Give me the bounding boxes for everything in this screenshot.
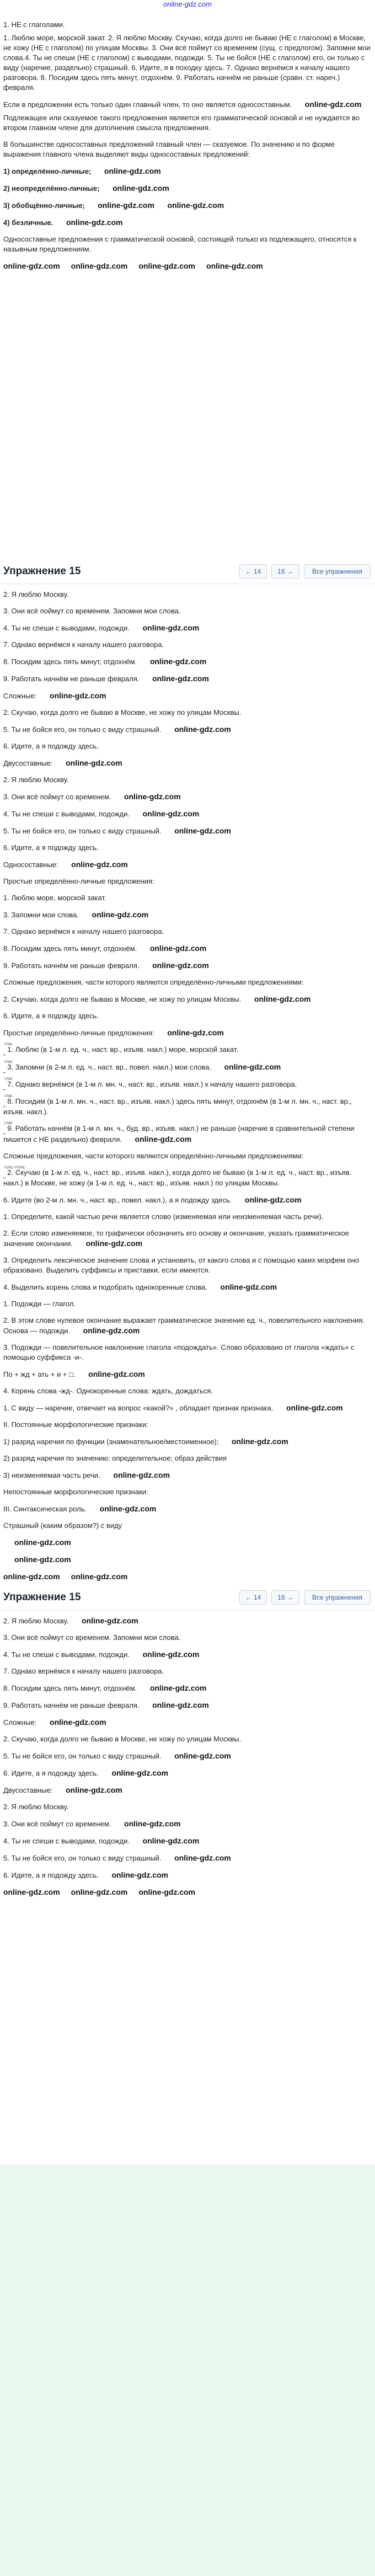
text-line: 2. Я люблю Москву. bbox=[3, 1803, 69, 1811]
exercise-header bbox=[0, 559, 375, 584]
watermark: online-gdz.com bbox=[135, 1135, 192, 1143]
watermark: online-gdz.com bbox=[224, 1062, 281, 1071]
watermark: online-gdz.com bbox=[142, 809, 200, 818]
watermark: online-gdz.com bbox=[82, 1616, 138, 1625]
watermark: online-gdz.com bbox=[85, 1239, 143, 1248]
text-line: сущ.+сущ. 2. Скучаю (в 1-м л. ед. ч., наст. вр., изъяв. накл.), когда долго не бываю (в 1-м л. ед. ч., наст. вр., изъяв. накл.) в Москве, не хожу (в 1-м л. ед. ч., наст. вр., изъяв. накл.) по улицам Москвы. bbox=[3, 1164, 352, 1187]
text-line: 1. НЕ с глаголами. bbox=[3, 20, 65, 29]
text-line bbox=[3, 1537, 371, 1548]
text-line: 3) неизменяемая часть речи. online-gdz.com bbox=[3, 1471, 170, 1479]
watermark: online-gdz.com bbox=[66, 758, 122, 767]
text-line: глаг. 9. Работать начнём (в 1-м л. мн. ч., буд. вр., изъяв. накл.) не раньше (наречие в сравнительной степени пишется с НЕ раздельно) февраля. online-gdz.com bbox=[3, 1120, 355, 1143]
watermark: online-gdz.com bbox=[174, 725, 231, 734]
text-line: Сложные предложения, части которого являются определённо-личными предложениями: bbox=[3, 978, 304, 986]
text-line: 7. Однако вернёмся к началу нашего разговора. bbox=[3, 927, 164, 936]
watermark: online-gdz.com bbox=[71, 860, 128, 869]
watermark: online-gdz.com bbox=[149, 657, 207, 666]
text-line: 4. Ты не спеши с выводами, подожди. online-gdz.com bbox=[3, 1836, 200, 1845]
text-line: 2. Я люблю Москву. bbox=[3, 776, 69, 784]
text-line: 8. Посидим здесь пять минут, отдохнём. online-gdz.com bbox=[3, 657, 207, 666]
text-line: 2. Я люблю Москву. online-gdz.com bbox=[3, 1616, 138, 1625]
exercise-nav bbox=[239, 1590, 371, 1605]
text-line: 3. Они всё поймут со временем. Запомни мои слова. bbox=[3, 1633, 181, 1642]
text-line: Простые определённо-личные предложения: bbox=[3, 877, 154, 885]
watermark: online-gdz.com bbox=[49, 1718, 106, 1727]
watermark: online-gdz.com bbox=[66, 1786, 122, 1794]
top-watermark: online-gdz.com bbox=[163, 0, 212, 8]
watermark: online-gdz.com bbox=[124, 1819, 181, 1828]
text-line: 2. Скучаю, когда долго не бываю в Москве, не хожу по улицам Москвы. bbox=[3, 1735, 242, 1743]
watermark: online-gdz.com bbox=[71, 1572, 128, 1581]
text-line: 6. Идите, а я подожду здесь. bbox=[3, 843, 99, 852]
watermark: online-gdz.com bbox=[244, 1195, 302, 1204]
watermark: online-gdz.com bbox=[152, 674, 209, 683]
watermark: online-gdz.com bbox=[304, 100, 362, 109]
watermark: online-gdz.com bbox=[220, 1282, 277, 1291]
watermark: online-gdz.com bbox=[14, 1555, 71, 1564]
text-line: 2) разряд наречия по значению: определительное; образ действия bbox=[3, 1454, 227, 1462]
text-line: Непостоянные морфологические признаки: bbox=[3, 1488, 148, 1496]
text-line: 4. Выделить корень слова и подобрать однокоренные слова. online-gdz.com bbox=[3, 1282, 277, 1291]
watermark: online-gdz.com bbox=[49, 691, 106, 700]
text-line: 1. Люблю море, морской закат. 2. Я люблю Москву. Скучаю, когда долго не бываю (НЕ с глаголом) в Москве, не хожу (НЕ с глаголом) по улицам Москвы. 3. Они всё поймут со временем (сущ. с предлогом). Запомни мои слова.4. Ты не спеши (НЕ с глаголом) с выводами, подожди. 5. Ты не бойся (НЕ с глаголом) его, он только с виду (наречие, раздельно) страшный. 6. Идите, я в походку здесь. 7. Однако вернёмся к началу нашего разговора. 8. Посидим здесь пять минут, отдохнём. 9. Работать начнём не раньше (сравн. ст. нареч.) февраля. bbox=[3, 34, 371, 92]
text-line: 5. Ты не бойся его, он только с виду страшный. online-gdz.com bbox=[3, 725, 231, 734]
text-line: 2. Если слово изменяемое, то графически обозначить его основу и окончание, указать грамматическое значение окончания. online-gdz.com bbox=[3, 1229, 350, 1248]
text-line: 2) неопределённо-личные; online-gdz.com bbox=[3, 184, 169, 193]
text-line: 8. Посидим здесь пять минут, отдохнём. online-gdz.com bbox=[3, 1684, 207, 1692]
watermark: online-gdz.com bbox=[3, 1888, 60, 1896]
prev-exercise-button[interactable]: ← 14 bbox=[239, 1590, 267, 1605]
text-line: Сложные: online-gdz.com bbox=[3, 1718, 106, 1727]
text-line: Подлежащее или сказуемое такого предложения является его грамматической основой и не нуждается во втором главном члене для дополнения смысла предложения. bbox=[3, 114, 360, 132]
watermark: online-gdz.com bbox=[3, 1572, 60, 1581]
text-line: 2. Скучаю, когда долго не бываю в Москве, не хожу по улицам Москвы. online-gdz.com bbox=[3, 995, 311, 1003]
watermark: online-gdz.com bbox=[138, 1888, 196, 1896]
text-line: 3. Они всё поймут со временем. online-gdz.com bbox=[3, 1819, 181, 1828]
watermark: online-gdz.com bbox=[71, 261, 128, 270]
watermark: online-gdz.com bbox=[142, 623, 200, 632]
text-line: 1) определённо-личные; online-gdz.com bbox=[3, 167, 161, 175]
watermark: online-gdz.com bbox=[149, 944, 207, 953]
all-exercises-button[interactable]: Все упражнения bbox=[304, 564, 371, 579]
text-line: 4. Ты не спеши с выводами, подожди. online-gdz.com bbox=[3, 1650, 200, 1659]
exercise-title: Упражнение 15 bbox=[3, 1591, 81, 1603]
watermark: online-gdz.com bbox=[232, 1437, 288, 1446]
watermark: online-gdz.com bbox=[98, 201, 154, 210]
watermark: online-gdz.com bbox=[66, 218, 123, 227]
text-line: 2. В этом слове нулевое окончание выражает грамматическое значение ед. ч., повелительного наклонения. Основа — подожди. online-gdz.com bbox=[3, 1316, 365, 1335]
text-line: III. Синтаксическая роль. online-gdz.com bbox=[3, 1504, 157, 1513]
exercise-nav bbox=[239, 564, 371, 579]
text-line: 6. Идите, а я подожду здесь. bbox=[3, 1012, 99, 1020]
pos-annotation: глаг. bbox=[3, 1097, 6, 1107]
text-line: 7. Однако вернёмся к началу нашего разговора. bbox=[3, 640, 164, 649]
watermark: online-gdz.com bbox=[174, 1853, 231, 1862]
text-line: 5. Ты не бойся его, он только с виду страшный. online-gdz.com bbox=[3, 826, 231, 835]
text-line: глаг. 7. Однако вернёмся (в 1-м л. мн. ч., наст. вр., изъяв. накл.) к началу нашего разговора. bbox=[3, 1079, 371, 1090]
text-line: 3) обобщённо-личные; online-gdz.com online-gdz.com bbox=[3, 201, 224, 210]
text-line: 9. Работать начнём не раньше февраля. online-gdz.com bbox=[3, 674, 209, 683]
text-line: 1. Определите, какой частью речи является слово (изменяемая или неизменяемая часть речи). bbox=[3, 1212, 324, 1221]
text-line: 9. Работать начнём не раньше февраля. online-gdz.com bbox=[3, 961, 209, 970]
watermark: online-gdz.com bbox=[167, 201, 224, 210]
watermark: online-gdz.com bbox=[99, 1504, 157, 1513]
watermark: online-gdz.com bbox=[167, 1028, 224, 1037]
watermark: online-gdz.com bbox=[3, 261, 60, 270]
text-line: 6. Идите, а я подожду здесь. bbox=[3, 742, 99, 750]
watermark-row bbox=[3, 1887, 371, 1898]
watermark: online-gdz.com bbox=[71, 1888, 128, 1896]
next-exercise-button[interactable]: 16 → bbox=[271, 1590, 299, 1605]
text-line: 4. Ты не спеши с выводами, подожди. online-gdz.com bbox=[3, 623, 200, 632]
text-line: Простые определённо-личные предложения: online-gdz.com bbox=[3, 1028, 224, 1037]
text-line: По + жд + ать + и + □. online-gdz.com bbox=[3, 1370, 145, 1378]
exercise-section bbox=[0, 1585, 375, 2165]
text-line: 6. Идите (во 2-м л. мн. ч., наст. вр., повел. накл.), а я подожду здесь. online-gdz.com bbox=[3, 1195, 302, 1204]
watermark: online-gdz.com bbox=[152, 961, 209, 970]
text-line: 1. Люблю море, морской закат. bbox=[3, 894, 106, 902]
text-line: Односоставные предложения с грамматической основой, состоящей только из подлежащего, относятся к назывным предложениям. bbox=[3, 235, 357, 253]
watermark: online-gdz.com bbox=[174, 826, 231, 835]
watermark: online-gdz.com bbox=[138, 261, 196, 270]
text-line: 4) безличные. online-gdz.com bbox=[3, 218, 123, 227]
text-line: 4. Ты не спеши с выводами, подожди. online-gdz.com bbox=[3, 809, 200, 818]
pos-annotation: глаг. bbox=[3, 1079, 6, 1090]
watermark: online-gdz.com bbox=[149, 1684, 207, 1692]
watermark: online-gdz.com bbox=[111, 1870, 169, 1879]
watermark: online-gdz.com bbox=[142, 1650, 200, 1659]
watermark: online-gdz.com bbox=[14, 1538, 71, 1547]
text-line: глаг. 8. Посидим (в 1-м л. мн. ч., наст. вр., изъяв. накл.) здесь пять минут, отдохнём (в 1-м л. мн. ч., наст. вр., изъяв. накл.). bbox=[3, 1093, 352, 1116]
watermark: online-gdz.com bbox=[113, 184, 169, 193]
exercise-section bbox=[0, 559, 375, 1585]
watermark: online-gdz.com bbox=[113, 1471, 170, 1479]
watermark-row bbox=[3, 261, 371, 271]
text-line: II. Постоянные морфологические признаки: bbox=[3, 1420, 148, 1429]
watermark: online-gdz.com bbox=[152, 1701, 209, 1709]
text-line: Сложные предложения, части которого являются определённо-личными предложениями: bbox=[3, 1152, 304, 1160]
watermark: online-gdz.com bbox=[206, 261, 263, 270]
prev-exercise-button[interactable]: ← 14 bbox=[239, 564, 267, 579]
watermark: online-gdz.com bbox=[286, 1403, 343, 1412]
watermark: online-gdz.com bbox=[88, 1370, 145, 1378]
text-line: глаг. 1. Люблю (в 1-м л. ед. ч., наст. вр., изъяв. накл.) море, морской закат. bbox=[3, 1045, 371, 1055]
text-line: 1) разряд наречия по функции (знаменательное/местоименное); online-gdz.com bbox=[3, 1437, 288, 1446]
text-line: 8. Посидим здесь пять минут, отдохнём. online-gdz.com bbox=[3, 944, 207, 953]
text-line: Двусоставные: online-gdz.com bbox=[3, 758, 122, 767]
text-line: 4. Корень слова -жд-. Однокоренные слова: ждать, дождаться. bbox=[3, 1387, 213, 1395]
watermark: online-gdz.com bbox=[124, 792, 181, 801]
text-line: Страшный (каким образом?) с виду bbox=[3, 1521, 122, 1530]
text-line: 9. Работать начнём не раньше февраля. online-gdz.com bbox=[3, 1701, 209, 1709]
next-exercise-button[interactable]: 16 → bbox=[271, 564, 299, 579]
text-line: 5. Ты не бойся его, он только с виду страшный. online-gdz.com bbox=[3, 1853, 231, 1862]
text-line: 1. С виду — наречие, отвечает на вопрос «какой?» , обладает признак признака. online-gdz.com bbox=[3, 1403, 343, 1412]
pos-annotation: глаг. bbox=[3, 1045, 6, 1055]
exercise-header bbox=[0, 1585, 375, 1610]
theory-section bbox=[0, 13, 375, 559]
exercise-section-highlighted bbox=[0, 2165, 375, 2576]
text-line: глаг. 3. Запомни (в 2-м л. ед. ч., наст. вр., повел. накл.) мои слова. online-gdz.com bbox=[3, 1062, 371, 1073]
text-line: 5. Ты не бойся его, он только с виду страшный. online-gdz.com bbox=[3, 1751, 231, 1760]
watermark: online-gdz.com bbox=[83, 1326, 140, 1335]
text-line: 2. Скучаю, когда долго не бываю в Москве, не хожу по улицам Москвы. bbox=[3, 708, 242, 717]
text-line: 3. Они всё поймут со временем. Запомни мои слова. bbox=[3, 607, 181, 615]
pos-annotation: сущ.+сущ. bbox=[3, 1168, 6, 1178]
text-line: 3. Запомни мои слова. online-gdz.com bbox=[3, 910, 149, 919]
text-line: 6. Идите, а я подожду здесь. online-gdz.com bbox=[3, 1768, 169, 1777]
watermark: online-gdz.com bbox=[111, 1768, 169, 1777]
pos-annotation: глаг. bbox=[3, 1124, 6, 1134]
text-line: 7. Однако вернёмся к началу нашего разговора. bbox=[3, 1667, 164, 1675]
all-exercises-button[interactable]: Все упражнения bbox=[304, 1590, 371, 1605]
text-line: Двусоставные: online-gdz.com bbox=[3, 1786, 122, 1794]
text-line: Односоставные: online-gdz.com bbox=[3, 860, 128, 869]
text-line bbox=[3, 1554, 371, 1565]
watermark: online-gdz.com bbox=[142, 1836, 200, 1845]
exercise-title: Упражнение 15 bbox=[3, 565, 81, 577]
pos-annotation: глаг. bbox=[3, 1062, 6, 1073]
text-line: 3. Подожди — повелительное наклонение глагола «подождать». Слово образовано от глагола «ждать» с помощью суффикса -и-. bbox=[3, 1343, 355, 1361]
text-line: 3. Определить лексическое значение слова и установить, от какого слова и с помощью каких морфем оно образовано. Выделить суффиксы и приставки, если имеются. bbox=[3, 1256, 360, 1274]
text-line: 1. Подожди — глагол. bbox=[3, 1300, 76, 1308]
text-line: 2. Я люблю Москву. bbox=[3, 590, 69, 598]
text-line: Сложные: online-gdz.com bbox=[3, 691, 106, 700]
watermark-row bbox=[3, 1572, 371, 1582]
text-line: 6. Идите, а я подожду здесь. online-gdz.com bbox=[3, 1870, 169, 1879]
watermark: online-gdz.com bbox=[104, 167, 161, 175]
watermark: online-gdz.com bbox=[254, 995, 311, 1003]
text-line: В большинстве односоставных предложений главный член — сказуемое. По значению и по форме выражения главного члена выделяют виды односоставных предложений: bbox=[3, 140, 335, 158]
watermark: online-gdz.com bbox=[92, 910, 149, 919]
text-line: 3. Они всё поймут со временем. online-gdz.com bbox=[3, 792, 181, 801]
watermark: online-gdz.com bbox=[174, 1751, 231, 1760]
text-line: Если в предложении есть только один главный член, то оно является односоставным. online-gdz.com bbox=[3, 100, 362, 109]
